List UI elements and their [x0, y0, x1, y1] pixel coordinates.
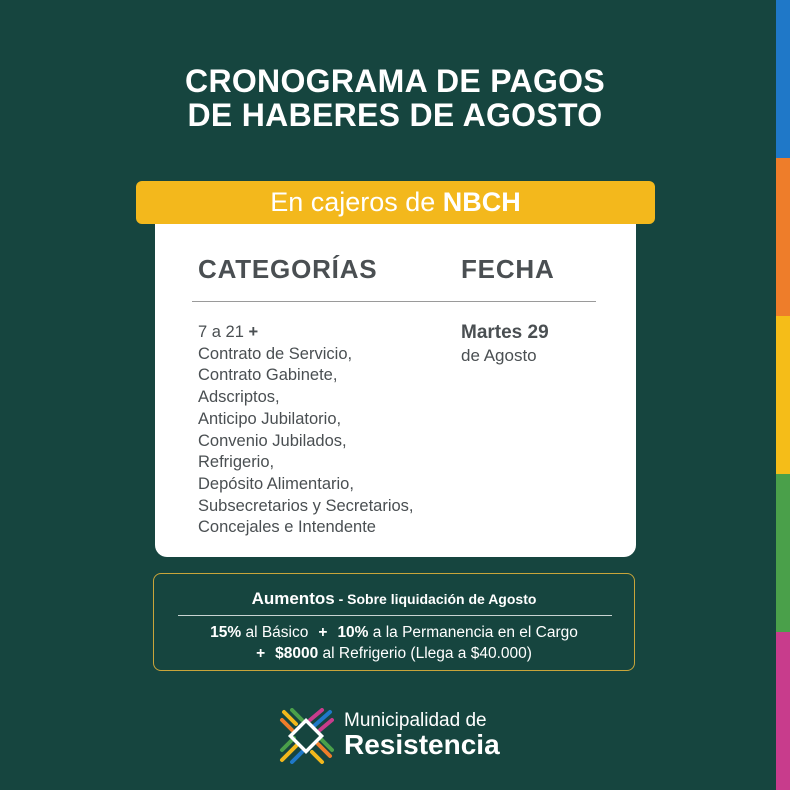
- refrigerio-amount: $8000: [275, 645, 319, 662]
- raises-subtitle: - Sobre liquidación de Agosto: [334, 591, 537, 607]
- banner-prefix: En cajeros de: [270, 187, 443, 217]
- raises-line-2: [154, 645, 634, 663]
- date-header: FECHA: [461, 254, 555, 284]
- bank-banner: [136, 181, 655, 224]
- payment-month: de Agosto: [461, 346, 537, 365]
- category-item: Adscriptos,: [198, 388, 280, 407]
- category-item: Convenio Jubilados,: [198, 431, 347, 450]
- raises-divider: [178, 615, 612, 616]
- category-plus: +: [248, 323, 259, 341]
- category-item: Refrigerio,: [198, 453, 275, 472]
- payment-date: Martes 29: [461, 322, 549, 343]
- stripe-magenta: [776, 632, 790, 790]
- card-divider: [192, 301, 596, 302]
- category-item: Contrato Gabinete,: [198, 366, 338, 385]
- permanence-pct: 10%: [337, 624, 369, 641]
- category-range: 7 a 21: [198, 323, 249, 341]
- category-header: CATEGORÍAS: [198, 254, 378, 284]
- basic-text: al Básico: [241, 624, 309, 641]
- raises-box: [153, 573, 635, 671]
- stripe-green: [776, 474, 790, 632]
- category-list: [198, 322, 414, 539]
- category-item: Contrato de Servicio,: [198, 344, 353, 363]
- stripe-yellow: [776, 316, 790, 474]
- category-item: Depósito Alimentario,: [198, 474, 354, 493]
- basic-pct: 15%: [210, 624, 242, 641]
- category-item: Concejales e Intendente: [198, 518, 376, 537]
- raises-title: Aumentos: [251, 589, 335, 608]
- category-item: Anticipo Jubilatorio,: [198, 409, 342, 428]
- municipal-logo-icon: [278, 708, 334, 764]
- title-line-1: CRONOGRAMA DE PAGOS: [185, 63, 605, 99]
- category-first: [198, 322, 414, 344]
- category-item: Subsecretarios y Secretarios,: [198, 496, 414, 515]
- schedule-card: [155, 224, 636, 557]
- permanence-text: a la Permanencia en el Cargo: [368, 624, 578, 641]
- logo-text-bottom: Resistencia: [344, 729, 500, 760]
- logo-text-top: Municipalidad de: [344, 710, 487, 731]
- title-line-2: DE HABERES DE AGOSTO: [187, 97, 603, 133]
- stripe-orange: [776, 158, 790, 316]
- plus-sign: +: [256, 645, 266, 662]
- banner-bank: NBCH: [442, 187, 521, 217]
- plus-sign: +: [318, 624, 328, 641]
- raises-header: [154, 589, 634, 609]
- refrigerio-text: al Refrigerio (Llega a $40.000): [318, 645, 532, 662]
- page-title: [0, 64, 790, 132]
- raises-line-1: [154, 624, 634, 642]
